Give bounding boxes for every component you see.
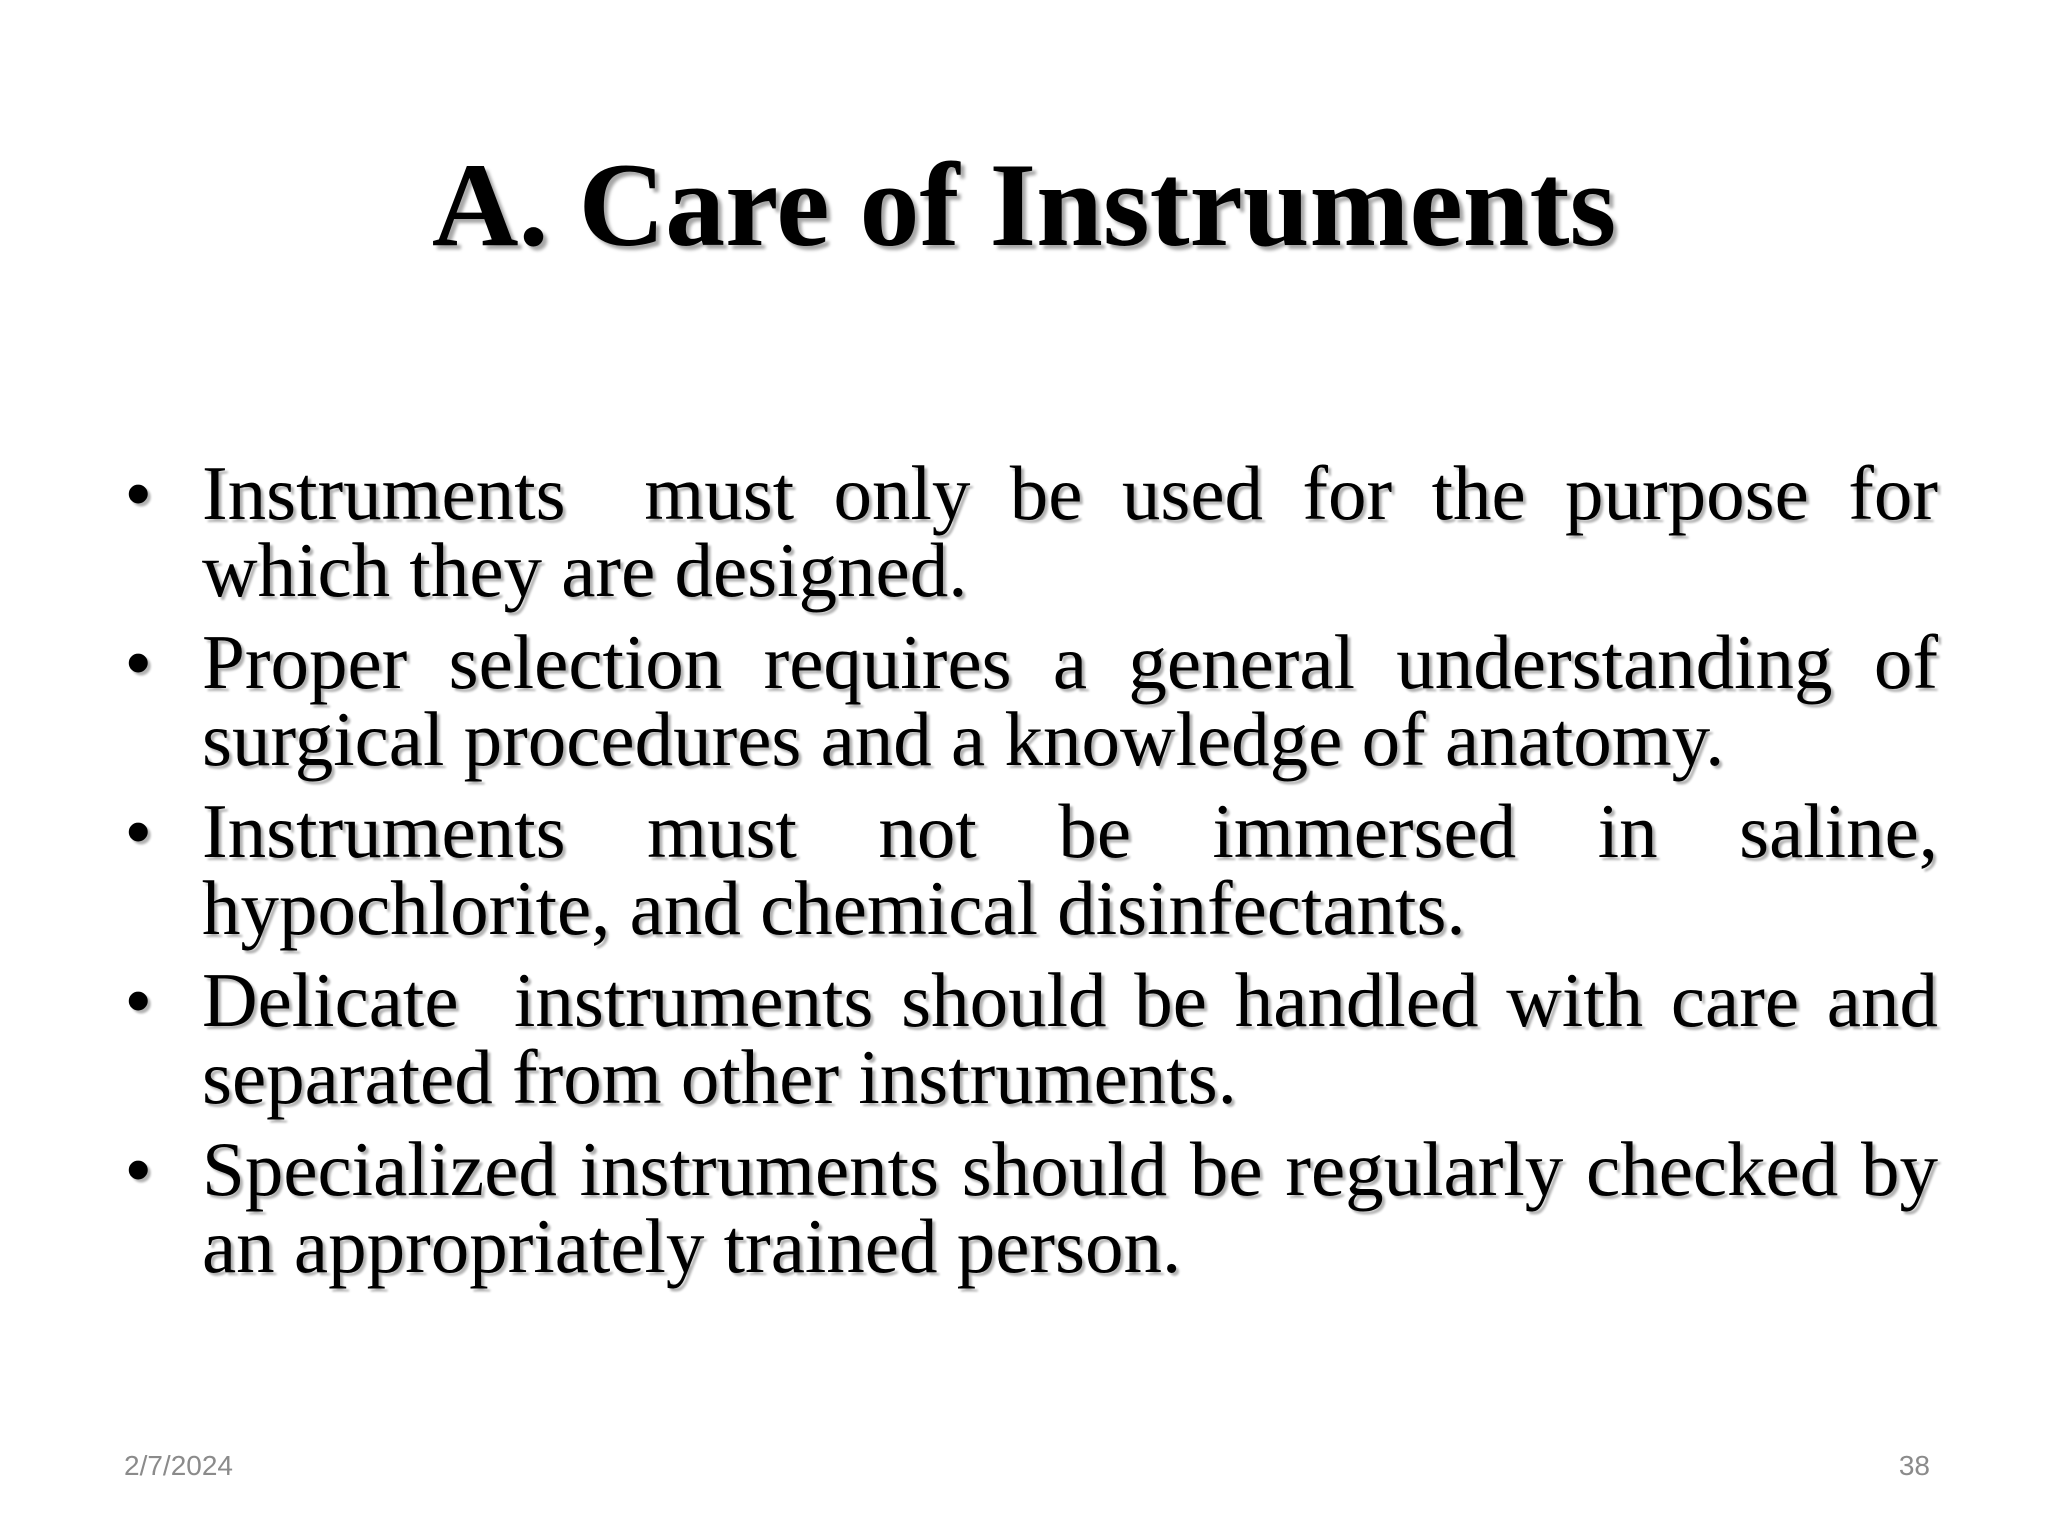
bullet-item xyxy=(120,450,1958,613)
bullet-item xyxy=(120,788,1938,951)
bullet-text: Specialized instruments should be regularly checked by an appropriately trained person. xyxy=(202,1126,1938,1289)
bullet-icon: • xyxy=(126,1130,151,1208)
bullet-list xyxy=(120,450,1958,1300)
slide-page-number: 38 xyxy=(1898,1450,1930,1481)
bullet-icon: • xyxy=(126,961,151,1039)
bullet-text: Proper selection requires a general understanding of surgical procedures and a knowledge of anatomy. xyxy=(202,619,1938,782)
bullet-text: Instruments must only be used for the purpose for which they are designed. xyxy=(202,450,1958,613)
slide-title: A. Care of Instruments xyxy=(431,138,1617,271)
bullet-item xyxy=(120,619,1938,782)
slide-date: 2/7/2024 xyxy=(124,1450,233,1481)
bullet-item xyxy=(120,957,1958,1120)
bullet-icon: • xyxy=(126,623,151,701)
bullet-icon: • xyxy=(126,454,151,532)
bullet-item xyxy=(120,1126,1938,1289)
bullet-text: Delicate instruments should be handled with care and separated from other instruments. xyxy=(202,957,1958,1120)
bullet-icon: • xyxy=(126,792,151,870)
bullet-text: Instruments must not be immersed in saline, hypochlorite, and chemical disinfectants. xyxy=(202,788,1938,951)
